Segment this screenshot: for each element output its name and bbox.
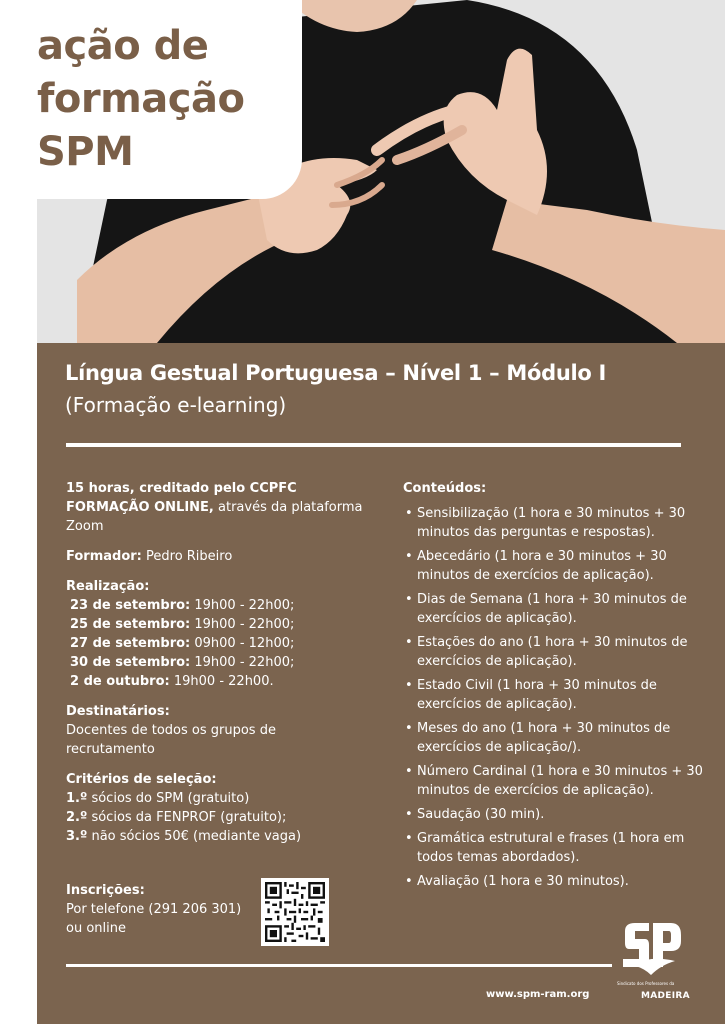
criteria-item (66, 808, 376, 827)
header-title-box (0, 0, 302, 199)
schedule-date: 2 de outubro: (70, 674, 170, 689)
audience-block (66, 702, 376, 759)
logo-region: MADEIRA (641, 991, 690, 1001)
trainer-label: Formador: (66, 549, 142, 564)
list-item: • Estações do ano (1 hora + 30 minutos de exercícios de aplicação). (403, 633, 723, 671)
criteria-number: 1.º (66, 791, 88, 806)
details-column (66, 479, 376, 857)
spm-logo (617, 921, 690, 1003)
criteria-number: 3.º (66, 829, 88, 844)
list-item: • Estado Civil (1 hora + 30 minutos de exercícios de aplicação). (403, 676, 723, 714)
trainer-block (66, 547, 376, 566)
schedule-time: 09h00 - 12h00; (190, 636, 295, 651)
schedule-time: 19h00 - 22h00; (190, 598, 295, 613)
list-item: • Gramática estrutural e frases (1 hora em todos temas abordados). (403, 829, 723, 867)
schedule-row (66, 596, 376, 615)
criteria-label: Critérios de seleção: (66, 772, 217, 787)
schedule-row (66, 634, 376, 653)
contents-list (403, 504, 723, 891)
website-link[interactable]: www.spm-ram.org (486, 989, 590, 1000)
schedule-time: 19h00 - 22h00; (190, 617, 295, 632)
schedule-time: 19h00 - 22h00; (190, 655, 295, 670)
criteria-block (66, 770, 376, 846)
registration-label: Inscrições: (66, 883, 145, 898)
list-item: • Abecedário (1 hora e 30 minutos + 30 minutos de exercícios de aplicação). (403, 547, 723, 585)
schedule-date: 27 de setembro: (70, 636, 191, 651)
contents-label: Conteúdos: (403, 481, 487, 496)
qr-code-icon (265, 882, 325, 942)
schedule-time: 19h00 - 22h00. (169, 674, 274, 689)
schedule-date: 25 de setembro: (70, 617, 191, 632)
criteria-text: sócios da FENPROF (gratuito); (87, 810, 287, 825)
list-item: • Saudação (30 min). (403, 805, 723, 824)
audience-text: Docentes de todos os grupos de recrutamento (66, 723, 276, 757)
criteria-text: não sócios 50€ (mediante vaga) (87, 829, 302, 844)
trainer-name: Pedro Ribeiro (141, 549, 233, 564)
list-item: • Avaliação (1 hora e 30 minutos). (403, 872, 723, 891)
criteria-number: 2.º (66, 810, 88, 825)
schedule-row (66, 615, 376, 634)
header-title-line-2: formação (37, 76, 245, 122)
criteria-item (66, 827, 376, 846)
schedule-label: Realização: (66, 579, 150, 594)
registration-block (66, 881, 266, 938)
spm-logo-icon (617, 921, 687, 981)
online-label: FORMAÇÃO ONLINE, (66, 500, 214, 515)
schedule-date: 30 de setembro: (70, 655, 191, 670)
header-title-line-1: ação de (37, 23, 209, 69)
qr-code[interactable] (261, 878, 329, 946)
divider-bottom (66, 964, 612, 967)
list-item: • Sensibilização (1 hora e 30 minutos + 30 minutos das perguntas e respostas). (403, 504, 723, 542)
audience-label: Destinatários: (66, 704, 170, 719)
info-panel (37, 343, 725, 1024)
schedule-row (66, 653, 376, 672)
online-text: através da plataforma Zoom (66, 500, 363, 534)
registration-text: Por telefone (291 206 301) ou online (66, 902, 242, 936)
hours-text: 15 horas, creditado pelo CCPFC (66, 481, 297, 496)
course-title: Língua Gestual Portuguesa – Nível 1 – Módulo I (65, 361, 607, 385)
schedule-block (66, 577, 376, 691)
hours-block (66, 479, 376, 536)
criteria-text: sócios do SPM (gratuito) (87, 791, 250, 806)
logo-org-name: Sindicato dos Professores da (617, 981, 675, 986)
list-item: • Dias de Semana (1 hora + 30 minutos de exercícios de aplicação). (403, 590, 723, 628)
list-item: • Meses do ano (1 hora + 30 minutos de exercícios de aplicação/). (403, 719, 723, 757)
divider-top (66, 443, 681, 447)
course-subtitle: (Formação e-learning) (65, 393, 287, 417)
header-title-line-3: SPM (37, 129, 134, 175)
list-item: • Número Cardinal (1 hora e 30 minutos + 30 minutos de exercícios de aplicação). (403, 762, 723, 800)
schedule-date: 23 de setembro: (70, 598, 191, 613)
criteria-item (66, 789, 376, 808)
schedule-row (66, 672, 376, 691)
contents-column (403, 479, 723, 896)
